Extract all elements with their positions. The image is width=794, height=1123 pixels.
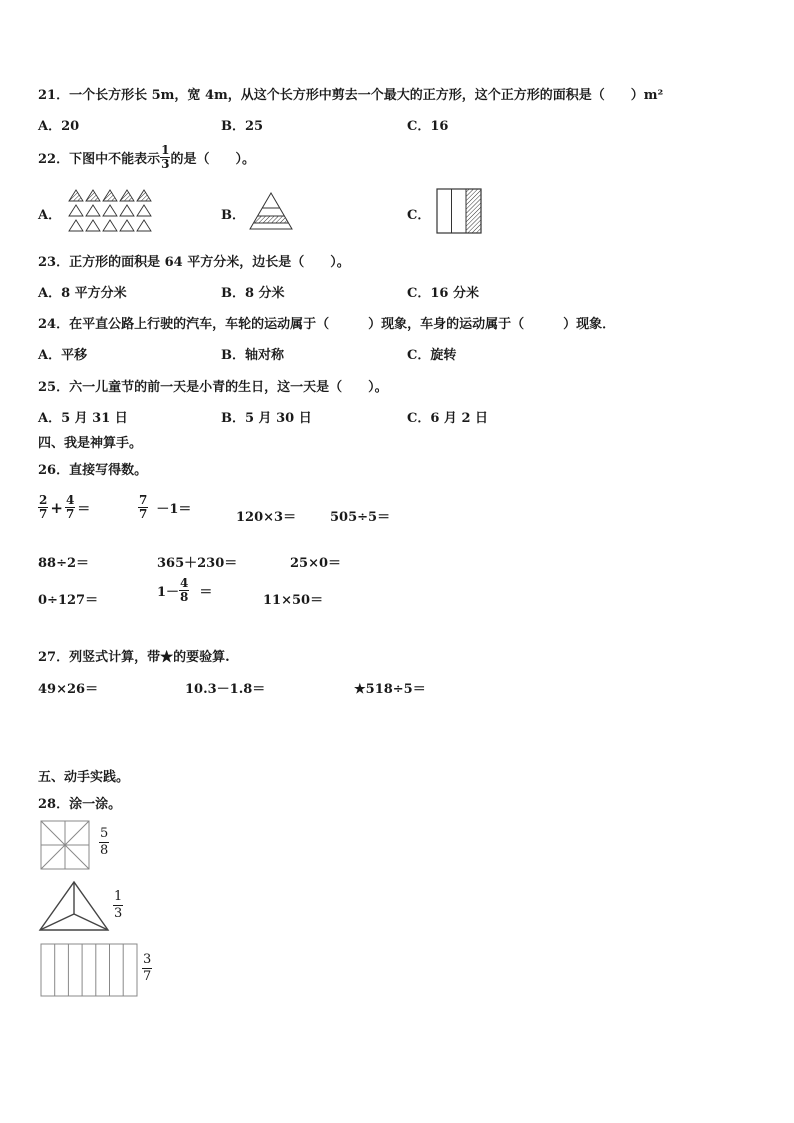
q28-frac-1-num: 5 bbox=[100, 826, 109, 841]
q26-expr-2 bbox=[138, 494, 191, 521]
q26-expr-4: 505÷5＝ bbox=[330, 510, 391, 525]
q26-frac-b-num: 4 bbox=[65, 493, 75, 507]
q28-frac-2-num: 1 bbox=[114, 889, 123, 904]
q28-frac-1 bbox=[99, 826, 109, 859]
q26-frac-a-den: 7 bbox=[39, 507, 48, 521]
q21-option-a[interactable]: A．20 bbox=[38, 119, 80, 134]
q26-expr-1 bbox=[38, 494, 90, 521]
q26-frac-b-den: 7 bbox=[65, 507, 75, 521]
q27-item-1: 49×26＝ bbox=[38, 682, 99, 697]
question-24-text: 24．在平直公路上行驶的汽车，车轮的运动属于（ ）现象，车身的运动属于（ ）现象． bbox=[38, 317, 616, 332]
q24-option-b[interactable]: B．轴对称 bbox=[221, 348, 284, 363]
section-5-heading: 五、动手实践。 bbox=[38, 770, 130, 785]
question-28-title: 28．涂一涂。 bbox=[38, 797, 122, 812]
question-21-text: 21．一个长方形长 5m，宽 4m，从这个长方形中剪去一个最大的正方形，这个正方形的面积是（ ）m² bbox=[38, 88, 664, 103]
question-27-title: 27．列竖式计算，带★的要验算. bbox=[38, 650, 230, 665]
q28-frac-3-den: 7 bbox=[143, 969, 152, 984]
q26-frac-d-den: 8 bbox=[180, 590, 189, 604]
q22-triangle-grid-figure bbox=[68, 189, 154, 233]
q28-rectangle-sevenths-figure[interactable] bbox=[40, 943, 138, 997]
q22-fraction bbox=[160, 144, 170, 171]
q26-frac-b bbox=[65, 494, 75, 521]
q26-eq-1: ＝ bbox=[77, 502, 91, 517]
q28-square-eighths-figure[interactable] bbox=[40, 820, 90, 870]
q26-expr-3: 120×3＝ bbox=[236, 510, 297, 525]
q22-option-c-label[interactable]: C． bbox=[407, 208, 431, 223]
q27-item-3: ★518÷5＝ bbox=[354, 682, 426, 697]
q22-frac-den: 3 bbox=[161, 157, 170, 171]
q26-expr-7: 25×0＝ bbox=[290, 556, 342, 571]
q25-option-a[interactable]: A．5 月 31 日 bbox=[38, 411, 128, 426]
q26-expr-6: 365＋230＝ bbox=[157, 556, 238, 571]
q22-strip-rectangle-figure bbox=[436, 188, 482, 234]
q26-eq-9: ＝ bbox=[199, 585, 213, 600]
question-26-title: 26．直接写得数。 bbox=[38, 463, 148, 478]
q26-one-minus: 1－ bbox=[157, 585, 180, 600]
q24-option-a[interactable]: A．平移 bbox=[38, 348, 88, 363]
q28-frac-2 bbox=[113, 889, 123, 922]
question-22-text bbox=[38, 144, 255, 171]
q27-item-2: 10.3－1.8＝ bbox=[185, 682, 266, 697]
q22-prefix: 22．下图中不能表示 bbox=[38, 152, 161, 167]
question-25-text: 25．六一儿童节的前一天是小青的生日，这一天是（ ）。 bbox=[38, 380, 388, 395]
q25-option-c[interactable]: C．6 月 2 日 bbox=[407, 411, 489, 426]
q22-option-a-label[interactable]: A． bbox=[38, 208, 62, 223]
q26-expr-8: 0÷127＝ bbox=[38, 593, 99, 608]
section-4-heading: 四、我是神算手。 bbox=[38, 436, 143, 451]
q26-frac-d-num: 4 bbox=[180, 576, 189, 590]
q25-option-b[interactable]: B．5 月 30 日 bbox=[221, 411, 312, 426]
q26-frac-a-num: 2 bbox=[39, 493, 48, 507]
q26-expr-5: 88÷2＝ bbox=[38, 556, 90, 571]
q26-expr-9 bbox=[157, 577, 212, 604]
q26-frac-d bbox=[179, 577, 189, 604]
q23-option-c[interactable]: C．16 分米 bbox=[407, 286, 479, 301]
q26-expr-10: 11×50＝ bbox=[263, 593, 324, 608]
q23-option-b[interactable]: B．8 分米 bbox=[221, 286, 285, 301]
q28-frac-3 bbox=[142, 952, 152, 985]
q22-suffix: 的是（ ）。 bbox=[170, 152, 255, 167]
q22-striped-triangle-figure bbox=[248, 191, 294, 231]
q26-frac-c-num: 7 bbox=[139, 493, 148, 507]
q22-frac-num: 1 bbox=[161, 143, 170, 157]
q26-frac-c-den: 7 bbox=[139, 507, 148, 521]
q21-option-c[interactable]: C．16 bbox=[407, 119, 449, 134]
q28-frac-1-den: 8 bbox=[100, 843, 109, 858]
q28-frac-3-num: 3 bbox=[143, 952, 152, 967]
q28-triangle-thirds-figure[interactable] bbox=[38, 880, 110, 932]
q26-minus-one: －1＝ bbox=[156, 502, 192, 517]
q26-frac-c bbox=[138, 494, 148, 521]
q23-option-a[interactable]: A．8 平方分米 bbox=[38, 286, 127, 301]
q22-option-b-label[interactable]: B． bbox=[221, 208, 245, 223]
q26-frac-a bbox=[38, 494, 48, 521]
question-23-text: 23．正方形的面积是 64 平方分米，边长是（ ）。 bbox=[38, 255, 350, 270]
q28-frac-2-den: 3 bbox=[114, 906, 123, 921]
q26-plus: + bbox=[50, 498, 63, 517]
q24-option-c[interactable]: C．旋转 bbox=[407, 348, 457, 363]
q21-option-b[interactable]: B．25 bbox=[221, 119, 264, 134]
